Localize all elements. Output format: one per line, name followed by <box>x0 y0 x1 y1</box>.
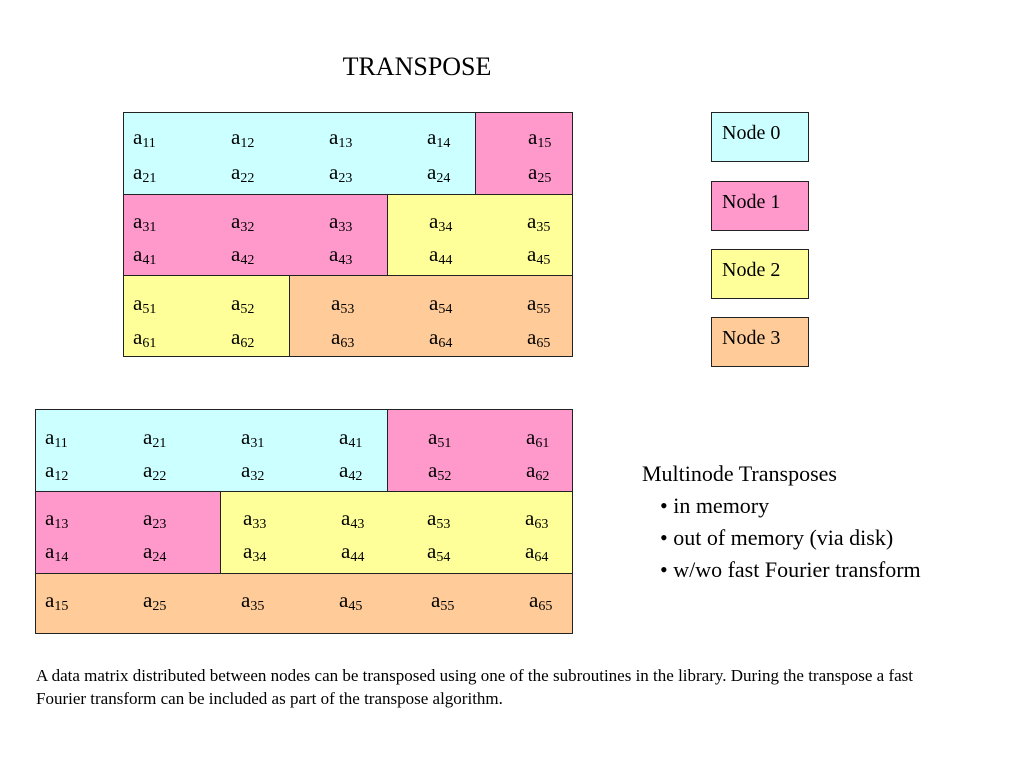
matrix-element: $a_{13}$ <box>329 125 353 151</box>
feature-list <box>642 458 921 586</box>
node2-region <box>220 491 573 574</box>
node0-region <box>35 409 388 492</box>
feature-item: • w/wo fast Fourier transform <box>660 554 921 586</box>
matrix-element: $a_{31}$ <box>133 209 157 235</box>
matrix-element: $a_{22}$ <box>143 458 167 484</box>
matrix-element: $a_{65}$ <box>527 325 551 351</box>
matrix-element: $a_{15}$ <box>45 588 69 614</box>
matrix-element: $a_{43}$ <box>341 506 365 532</box>
matrix-element: $a_{63}$ <box>331 325 355 351</box>
matrix-element: $a_{23}$ <box>329 160 353 186</box>
matrix-element: $a_{25}$ <box>143 588 167 614</box>
feature-item: • out of memory (via disk) <box>660 522 921 554</box>
matrix-element: $a_{61}$ <box>133 325 157 351</box>
matrix-element: $a_{52}$ <box>231 291 255 317</box>
matrix-element: $a_{22}$ <box>231 160 255 186</box>
node3-region <box>35 573 573 634</box>
matrix-element: $a_{21}$ <box>143 425 167 451</box>
matrix-element: $a_{34}$ <box>429 209 453 235</box>
matrix-element: $a_{51}$ <box>428 425 452 451</box>
legend-node-0: Node 0 <box>711 112 809 162</box>
feature-item: • in memory <box>660 490 921 522</box>
matrix-element: $a_{32}$ <box>231 209 255 235</box>
matrix-element: $a_{12}$ <box>45 458 69 484</box>
matrix-element: $a_{43}$ <box>329 242 353 268</box>
page-title: TRANSPOSE <box>342 52 492 81</box>
matrix-element: $a_{15}$ <box>528 125 552 151</box>
matrix-element: $a_{64}$ <box>525 539 549 565</box>
matrix-element: $a_{62}$ <box>231 325 255 351</box>
matrix-element: $a_{34}$ <box>243 539 267 565</box>
matrix-element: $a_{65}$ <box>529 588 553 614</box>
legend-node-1: Node 1 <box>711 181 809 231</box>
matrix-element: $a_{41}$ <box>339 425 363 451</box>
matrix-element: $a_{11}$ <box>45 425 68 451</box>
matrix-element: $a_{24}$ <box>427 160 451 186</box>
matrix-element: $a_{61}$ <box>526 425 550 451</box>
matrix-element: $a_{42}$ <box>339 458 363 484</box>
matrix-element: $a_{45}$ <box>527 242 551 268</box>
matrix-element: $a_{13}$ <box>45 506 69 532</box>
matrix-element: $a_{63}$ <box>525 506 549 532</box>
feature-heading: Multinode Transposes <box>642 461 837 486</box>
matrix-element: $a_{51}$ <box>133 291 157 317</box>
legend-node-2: Node 2 <box>711 249 809 299</box>
matrix-element: $a_{24}$ <box>143 539 167 565</box>
matrix-element: $a_{42}$ <box>231 242 255 268</box>
matrix-element: $a_{64}$ <box>429 325 453 351</box>
matrix-element: $a_{55}$ <box>431 588 455 614</box>
matrix-element: $a_{52}$ <box>428 458 452 484</box>
matrix-element: $a_{45}$ <box>339 588 363 614</box>
node1-region <box>475 112 573 195</box>
matrix-element: $a_{33}$ <box>243 506 267 532</box>
matrix-element: $a_{12}$ <box>231 125 255 151</box>
matrix-element: $a_{62}$ <box>526 458 550 484</box>
matrix-element: $a_{41}$ <box>133 242 157 268</box>
matrix-element: $a_{21}$ <box>133 160 157 186</box>
matrix-element: $a_{44}$ <box>341 539 365 565</box>
caption: A data matrix distributed between nodes can be transposed using one of the subroutines in the library. During the transpose a fast Fourier transform can be included as part of the transpose algorithm. <box>36 666 914 708</box>
matrix-element: $a_{32}$ <box>241 458 265 484</box>
matrix-element: $a_{23}$ <box>143 506 167 532</box>
matrix-element: $a_{14}$ <box>45 539 69 565</box>
matrix-element: $a_{11}$ <box>133 125 156 151</box>
matrix-element: $a_{31}$ <box>241 425 265 451</box>
matrix-element: $a_{33}$ <box>329 209 353 235</box>
legend-node-3: Node 3 <box>711 317 809 367</box>
matrix-element: $a_{54}$ <box>427 539 451 565</box>
matrix-element: $a_{25}$ <box>528 160 552 186</box>
matrix-element: $a_{53}$ <box>427 506 451 532</box>
matrix-element: $a_{35}$ <box>527 209 551 235</box>
matrix-element: $a_{53}$ <box>331 291 355 317</box>
matrix-element: $a_{44}$ <box>429 242 453 268</box>
matrix-element: $a_{54}$ <box>429 291 453 317</box>
matrix-element: $a_{55}$ <box>527 291 551 317</box>
node0-region <box>123 112 477 195</box>
matrix-element: $a_{35}$ <box>241 588 265 614</box>
matrix-element: $a_{14}$ <box>427 125 451 151</box>
